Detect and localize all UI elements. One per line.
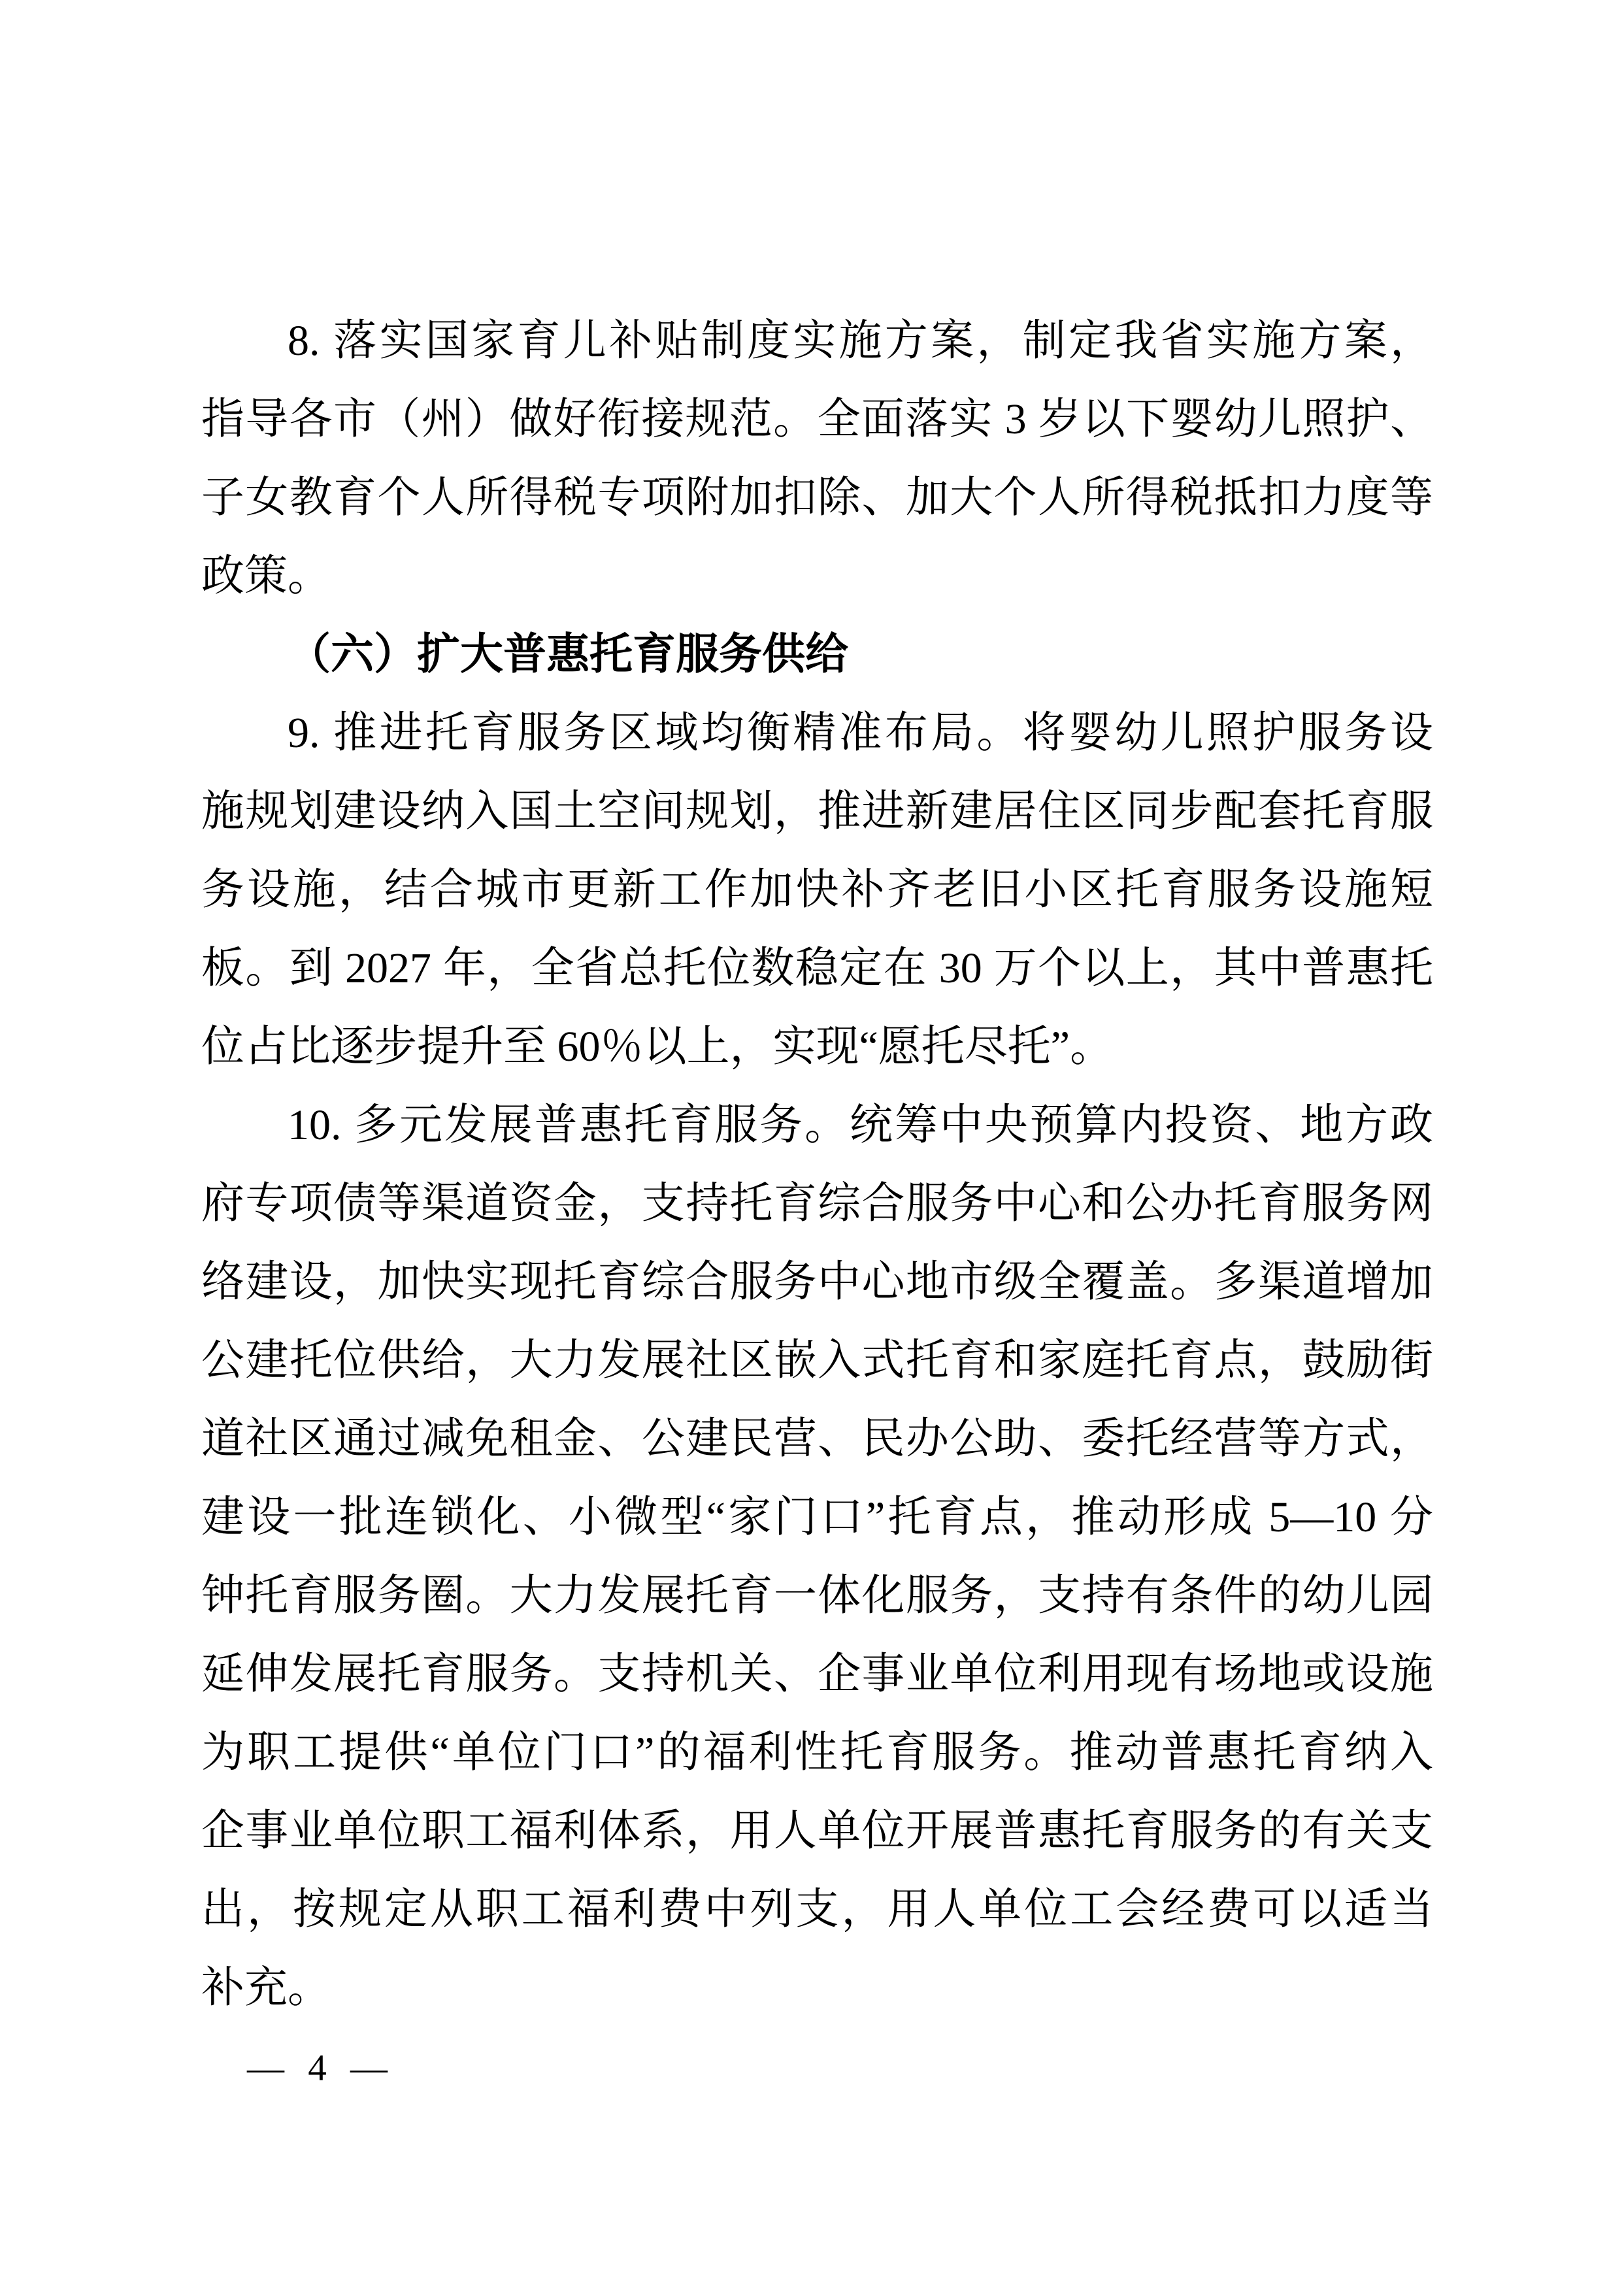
text-line: 政策。: [201, 552, 331, 600]
text-line: 企事业单位职工福利体系，用人单位开展普惠托育服务的有关支: [201, 1807, 1433, 1855]
text-line: 10. 多元发展普惠托育服务。统筹中央预算内投资、地方政: [288, 1101, 1433, 1149]
document-text-block: [201, 302, 1433, 2027]
text-line: 务设施，结合城市更新工作加快补齐老旧小区托育服务设施短: [201, 866, 1433, 914]
text-line: 出，按规定从职工福利费中列支，用人单位工会经费可以适当: [201, 1886, 1433, 1933]
text-line: 建设一批连锁化、小微型“家门口”托育点，推动形成 5—10 分: [201, 1493, 1433, 1541]
text-line: 指导各市（州）做好衔接规范。全面落实 3 岁以下婴幼儿照护、: [201, 395, 1433, 443]
text-line: 9. 推进托育服务区域均衡精准布局。将婴幼儿照护服务设: [288, 709, 1433, 757]
text-line: 钟托育服务圈。大力发展托育一体化服务，支持有条件的幼儿园: [201, 1572, 1433, 1620]
text-line: 子女教育个人所得税专项附加扣除、加大个人所得税抵扣力度等: [201, 474, 1433, 522]
page-number: — 4 —: [247, 2048, 389, 2089]
section-heading: （六）扩大普惠托育服务供给: [288, 631, 848, 678]
text-line: 施规划建设纳入国土空间规划，推进新建居住区同步配套托育服: [201, 788, 1433, 835]
text-line: 位占比逐步提升至 60％以上，实现“愿托尽托”。: [201, 1023, 1114, 1071]
text-line: 府专项债等渠道资金，支持托育综合服务中心和公办托育服务网: [201, 1180, 1433, 1227]
text-line: 补充。: [201, 1964, 331, 2012]
text-line: 道社区通过减免租金、公建民营、民办公助、委托经营等方式，: [201, 1415, 1433, 1463]
text-line: 公建托位供给，大力发展社区嵌入式托育和家庭托育点，鼓励街: [201, 1337, 1433, 1384]
text-line: 络建设，加快实现托育综合服务中心地市级全覆盖。多渠道增加: [201, 1258, 1433, 1306]
text-line: 8. 落实国家育儿补贴制度实施方案，制定我省实施方案，: [288, 317, 1433, 365]
text-line: 为职工提供“单位门口”的福利性托育服务。推动普惠托育纳入: [201, 1729, 1433, 1776]
text-line: 板。到 2027 年，全省总托位数稳定在 30 万个以上，其中普惠托: [201, 944, 1433, 992]
text-line: 延伸发展托育服务。支持机关、企事业单位利用现有场地或设施: [201, 1650, 1433, 1698]
